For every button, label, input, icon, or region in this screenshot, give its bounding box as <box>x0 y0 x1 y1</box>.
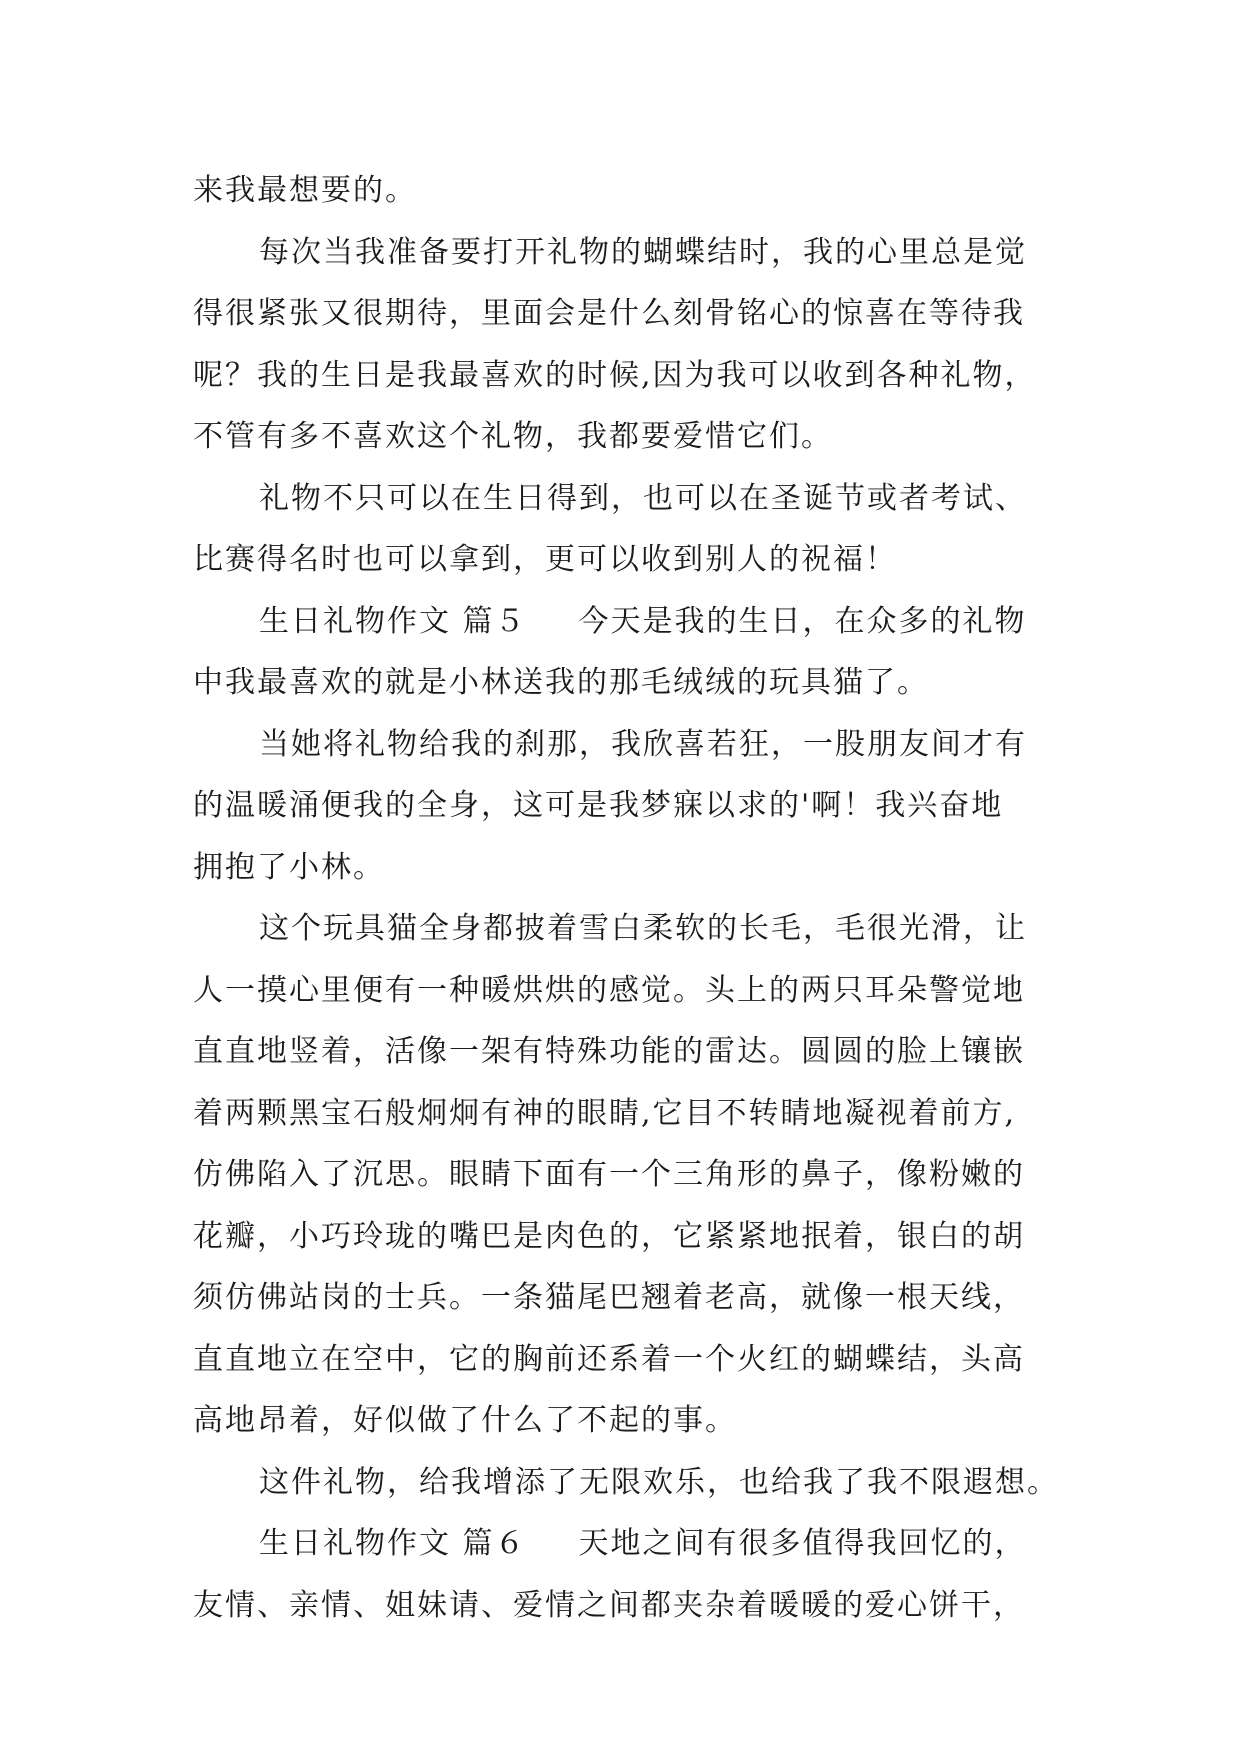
text-line: 仿佛陷入了沉思。眼睛下面有一个三角形的鼻子，像粉嫩的 <box>193 1157 1025 1192</box>
text-line: 得很紧张又很期待，里面会是什么刻骨铭心的惊喜在等待我 <box>193 296 1025 331</box>
text-line: 人一摸心里便有一种暖烘烘的感觉。头上的两只耳朵警觉地 <box>193 972 1025 1008</box>
text-line: 直直地竖着，活像一架有特殊功能的雷达。圆圆的脸上镶嵌 <box>193 1034 1025 1069</box>
text-line: 须仿佛站岗的士兵。一条猫尾巴翘着老高，就像一根天线， <box>193 1280 1025 1315</box>
section-heading: 生日礼物作文 篇６ <box>259 1526 527 1561</box>
section-heading-line <box>193 591 1053 653</box>
paragraph-start: 这件礼物，给我增添了无限欢乐，也给我了我不限遐想。 <box>259 1464 1059 1500</box>
section-heading: 生日礼物作文 篇５ <box>259 603 527 639</box>
paragraph-text: 今天是我的生日，在众多的礼物 <box>578 603 1027 639</box>
text-line: 来我最想要的。 <box>193 173 417 208</box>
text-line: 的温暖涌便我的全身，这可是我梦寐以求的'啊！我兴奋地 <box>193 788 1004 823</box>
text-line: 直直地立在空中，它的胸前还系着一个火红的蝴蝶结，头高 <box>193 1341 1025 1377</box>
paragraph-start: 每次当我准备要打开礼物的蝴蝶结时，我的心里总是觉 <box>259 234 1027 270</box>
text-line: 花瓣，小巧玲珑的嘴巴是肉色的，它紧紧地抿着，银白的胡 <box>193 1218 1025 1254</box>
text-line: 拥抱了小林。 <box>193 849 385 885</box>
section-heading-line <box>193 1513 1053 1575</box>
paragraph-text: 天地之间有很多值得我回忆的， <box>578 1526 1027 1561</box>
text-line: 友情、亲情、姐妹请、爱情之间都夹杂着暖暖的爱心饼干， <box>193 1587 1025 1623</box>
paragraph-start: 这个玩具猫全身都披着雪白柔软的长毛，毛很光滑，让 <box>259 911 1027 946</box>
text-line: 比赛得名时也可以拿到，更可以收到别人的祝福！ <box>193 542 897 577</box>
document-body <box>193 160 1059 1636</box>
text-line: 高地昂着，好似做了什么了不起的事。 <box>193 1403 737 1438</box>
text-line: 不管有多不喜欢这个礼物，我都要爱惜它们。 <box>193 419 833 454</box>
text-line: 呢？我的生日是我最喜欢的时候,因为我可以收到各种礼物， <box>193 357 1037 393</box>
text-line: 中我最喜欢的就是小林送我的那毛绒绒的玩具猫了。 <box>193 665 929 700</box>
paragraph-start: 当她将礼物给我的刹那，我欣喜若狂，一股朋友间才有 <box>259 726 1027 762</box>
text-line: 着两颗黑宝石般炯炯有神的眼睛,它目不转睛地凝视着前方, <box>193 1095 1017 1131</box>
paragraph-start: 礼物不只可以在生日得到，也可以在圣诞节或者考试、 <box>259 480 1027 516</box>
